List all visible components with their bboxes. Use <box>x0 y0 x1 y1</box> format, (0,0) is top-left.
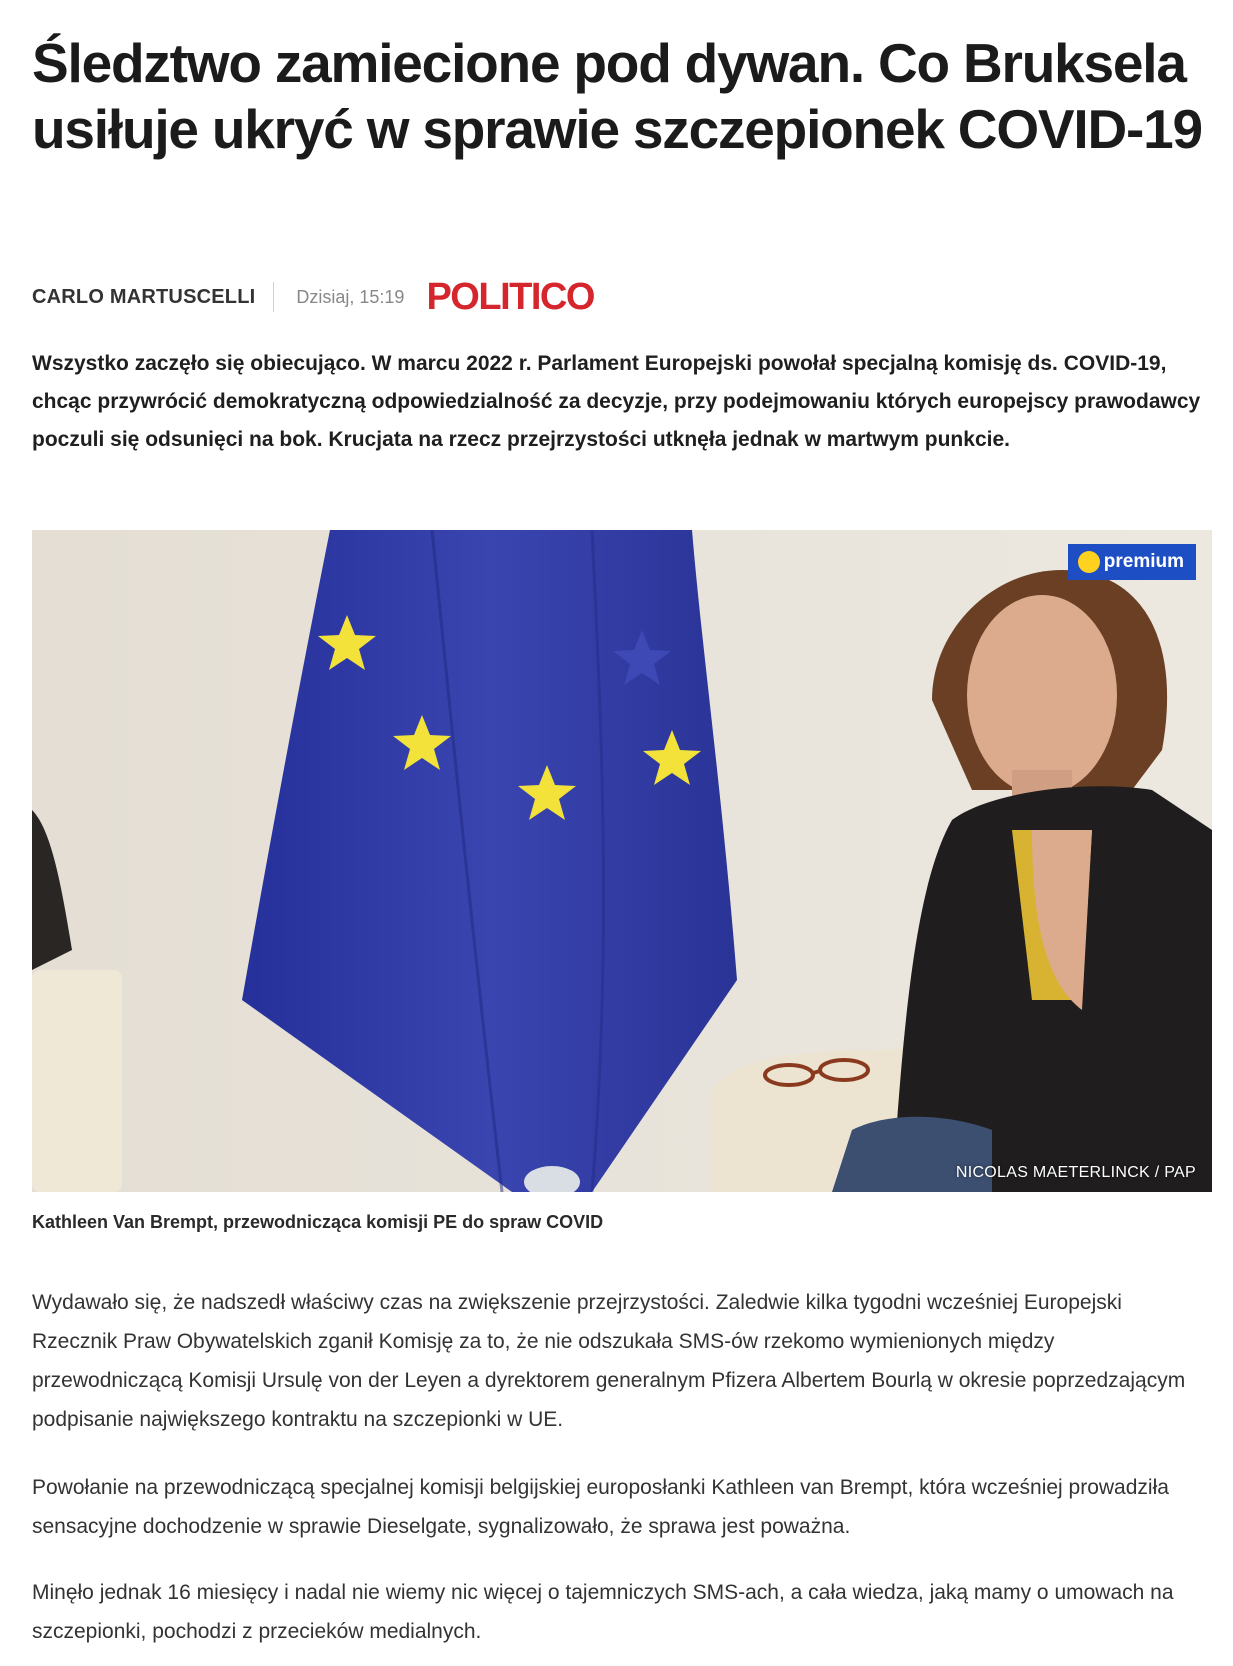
article-headline: Śledztwo zamiecione pod dywan. Co Bruksela usiłuje ukryć w sprawie szczepionek COVID-19 <box>32 32 1202 160</box>
premium-dot-icon <box>1078 551 1100 573</box>
premium-label: premium <box>1103 551 1184 572</box>
article-paragraph: Wydawało się, że nadszedł właściwy czas na zwiększenie przejrzystości. Zaledwie kilka tygodni wcześniej Europejski Rzecznik Praw Obywatelskich zganił Komisję za to, że nie odszukała SMS-ów rzekomo wymienionych między przewodniczącą Komisji Ursulę von der Leyen a dyrektorem generalnym Pfizera Albertem Bourlą w okresie poprzedzającym podpisanie największego kontraktu na szczepionki w UE. <box>32 1291 1186 1431</box>
author-name[interactable]: CARLO MARTUSCELLI <box>32 285 256 308</box>
photo-caption: Kathleen Van Brempt, przewodnicząca komisji PE do spraw COVID <box>32 1212 604 1232</box>
article-paragraph: Minęło jednak 16 miesięcy i nadal nie wiemy nic więcej o tajemniczych SMS-ach, a cała wiedza, jaką mamy o umowach na szczepionki, pochodzi z przecieków medialnych. <box>32 1581 1174 1643</box>
article-lead: Wszystko zaczęło się obiecująco. W marcu 2022 r. Parlament Europejski powołał specjalną komisję ds. COVID-19, chcąc przywrócić demokratyczną odpowiedzialność za decyzje, przy podejmowaniu których europejscy prawodawcy poczuli się odsunięci na bok. Krucjata na rzecz przejrzystości utknęła jednak w martwym punkcie. <box>32 352 1201 451</box>
article-photo[interactable] <box>32 530 1212 1192</box>
source-logo[interactable]: POLITICO <box>426 275 594 318</box>
premium-badge[interactable] <box>1068 544 1196 580</box>
meta-divider <box>273 282 274 312</box>
photo-credit: NICOLAS MAETERLINCK / PAP <box>955 1164 1196 1181</box>
article-paragraph: Powołanie na przewodniczącą specjalnej komisji belgijskiej europosłanki Kathleen van Brempt, która wcześniej prowadziła sensacyjne dochodzenie w sprawie Dieselgate, sygnalizowało, że sprawa jest poważna. <box>32 1476 1169 1538</box>
photo-illustration <box>32 530 1212 1192</box>
article-meta <box>32 272 594 322</box>
publish-date: Dzisiaj, 15:19 <box>296 286 405 307</box>
